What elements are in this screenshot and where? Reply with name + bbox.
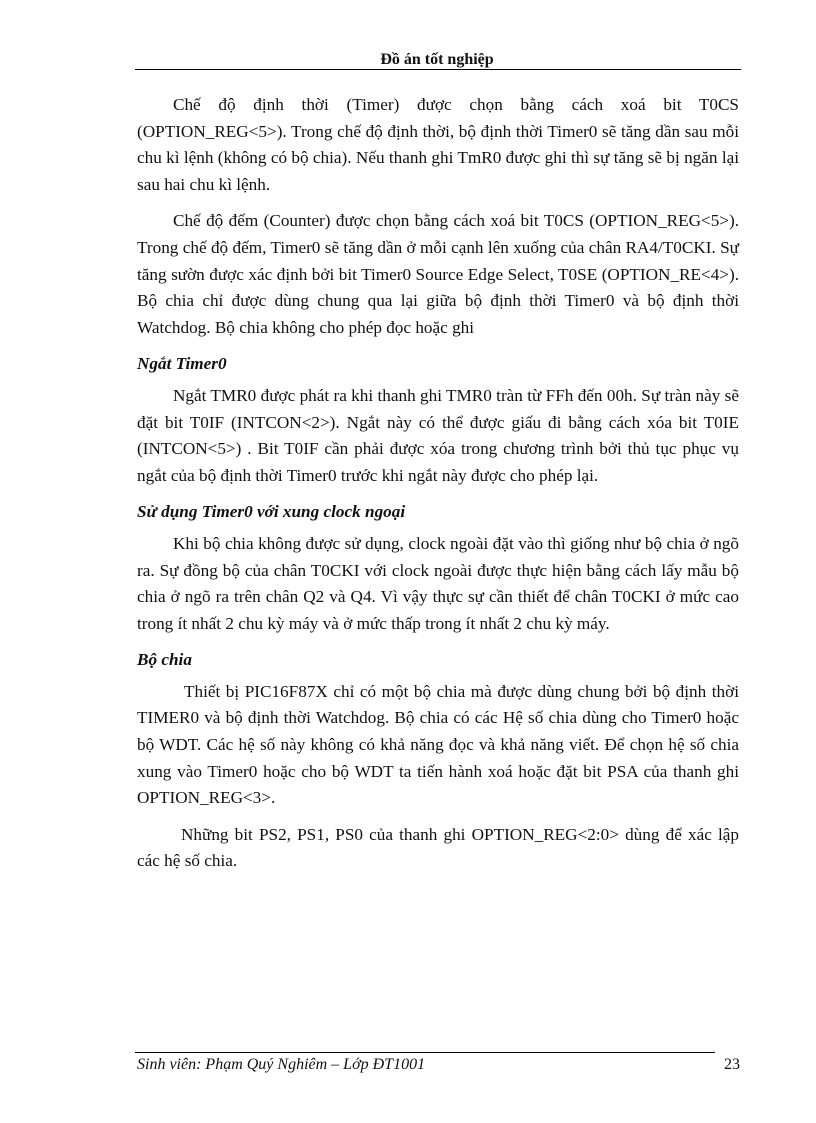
paragraph-counter-mode: Chế độ đếm (Counter) được chọn bằng cách xoá bit T0CS (OPTION_REG<5>). Trong chế độ đếm, Timer0 sẽ tăng dần ở mỗi cạnh lên xuống của chân RA4/T0CKI. Sự tăng sườn được xác định bởi bit Timer0 Source Edge Select, T0SE (OPTION_RE<4>). Bộ chia chỉ được dùng chung qua lại giữa bộ định thời Timer0 và bộ định thời Watchdog. Bộ chia không cho phép đọc hoặc ghi <box>137 211 739 337</box>
page-header-title: Đồ án tốt nghiệp <box>380 51 494 68</box>
paragraph-timer-mode: Chế độ định thời (Timer) được chọn bằng cách xoá bit T0CS (OPTION_REG<5>). Trong chế độ định thời, bộ định thời Timer0 sẽ tăng dần sau mỗi chu kì lệnh (không có bộ chia). Nếu thanh ghi TmR0 được ghi thì sự tăng sẽ bị ngăn lại sau hai chu kì lệnh. <box>137 95 739 194</box>
footer-author: Sinh viên: Phạm Quý Nghiêm – Lớp ĐT1001 <box>137 1056 426 1073</box>
paragraph-prescaler: Thiết bị PIC16F87X chỉ có một bộ chia mà được dùng chung bởi bộ định thời TIMER0 và bộ định thời Watchdog. Bộ chia có các Hệ số chia dùng cho Timer0 hoặc bộ WDT. Các hệ số này không có khả năng đọc và khả năng viết. Để chọn hệ số chia xung vào Timer0 hoặc cho bộ WDT ta tiến hành xoá hoặc đặt bit PSA của thanh ghi OPTION_REG<3>. <box>137 681 739 808</box>
header-divider <box>135 69 741 70</box>
footer-divider <box>135 1052 715 1053</box>
page-number: 23 <box>724 1056 740 1073</box>
paragraph-prescaler-bits: Những bit PS2, PS1, PS0 của thanh ghi OPTION_REG<2:0> dùng để xác lập các hệ số chia. <box>137 824 739 871</box>
paragraph-timer0-interrupt: Ngắt TMR0 được phát ra khi thanh ghi TMR0 tràn từ FFh đến 00h. Sự tràn này sẽ đặt bit T0IF (INTCON<2>). Ngắt này có thể được giấu đi bằng cách xóa bit T0IE (INTCON<5>) . Bit T0IF cần phải được xóa trong chương trình bởi thủ tục phục vụ ngắt của bộ định thời Timer0 trước khi ngắt này được cho phép lại. <box>137 385 739 485</box>
paragraph-external-clock: Khi bộ chia không được sử dụng, clock ngoài đặt vào thì giống như bộ chia ở ngõ ra. Sự đồng bộ của chân T0CKI với clock ngoài được thực hiện bằng cách lấy mẫu bộ chia ở ngõ ra trên chân Q2 và Q4. Vì vậy thực sự cần thiết để chân T0CKI ở mức cao trong ít nhất 2 chu kỳ máy và ở mức thấp trong ít nhất 2 chu kỳ máy. <box>137 533 739 633</box>
heading-timer0-interrupt: Ngắt Timer0 <box>137 354 227 374</box>
heading-prescaler: Bộ chia <box>137 650 192 670</box>
document-body <box>137 92 739 885</box>
heading-external-clock: Sử dụng Timer0 với xung clock ngoại <box>137 502 406 522</box>
